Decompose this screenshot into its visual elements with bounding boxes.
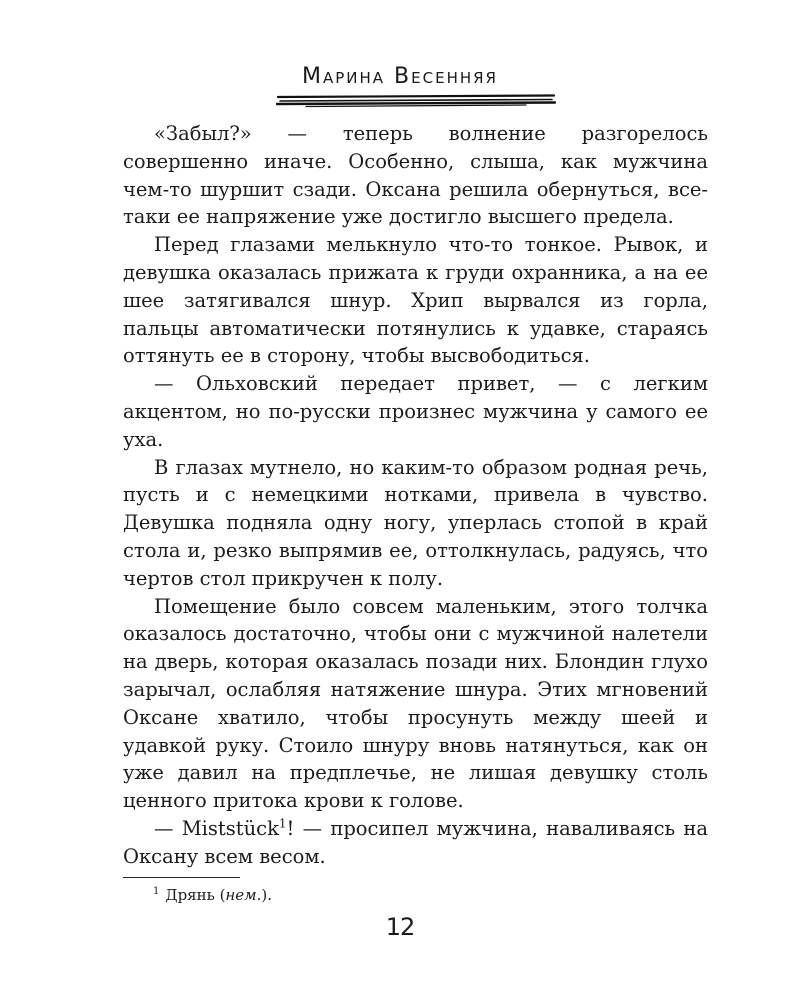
paragraph: В глазах мутнело, но каким-то образом родная речь, пусть и с немецкими нотками, привела в чувство. Девушка подняла одну ногу, уперлась стопой в край стола и, резко выпрямив ее, оттолкнулась, радуясь, что чертов стол прикручен к полу. xyxy=(123,455,708,590)
footnote-italic: нем. xyxy=(225,886,262,904)
footnote-separator xyxy=(123,877,240,878)
author-name: Марина Весенняя xyxy=(302,64,498,89)
dialogue-after: ! — просипел мужчина, наваливаясь на Оксану всем весом. xyxy=(123,816,708,868)
paragraph: — Ольховский передает привет, — с легким акцентом, но по-русски произнес мужчина у самого ее уха. xyxy=(123,372,708,451)
paragraph: Помещение было совсем маленьким, этого толчка оказалось достаточно, чтобы они с мужчиной налетели на дверь, которая оказалась позади них. Блондин глухо зарычал, ослабляя натяжение шнура. Этих мгновений Оксане хватило, чтобы просунуть между шеей и удавкой руку. Стоило шнуру вновь натянуться, как он уже давил на предплечье, не лишая девушку столь ценного притока крови к голове. xyxy=(123,594,708,813)
paragraph: Перед глазами мелькнуло что-то тонкое. Рывок, и девушка оказалась прижата к груди охранника, а на ее шее затягивался шнур. Хрип вырвался из горла, пальцы автоматически потянулись к удавке, стараясь оттянуть ее в сторону, чтобы высвободиться. xyxy=(123,233,708,368)
decorative-underline xyxy=(276,94,556,108)
footnote-number: 1 xyxy=(153,886,160,897)
page-number: 12 xyxy=(385,913,415,941)
dialogue-before: — Miststück xyxy=(154,816,279,840)
footnote-reference[interactable]: 1 xyxy=(278,816,287,831)
running-header xyxy=(0,64,800,89)
body-text xyxy=(123,120,708,871)
footnote xyxy=(153,882,272,905)
footnote-text: Дрянь ( xyxy=(165,886,226,904)
paragraph-last xyxy=(123,815,708,871)
paragraph: «Забыл?» — теперь волнение разгорелось совершенно иначе. Особенно, слыша, как мужчина чем-то шуршит сзади. Оксана решила обернуться, все-таки ее напряжение уже достигло высшего предела. xyxy=(123,122,708,229)
footnote-end: ). xyxy=(261,886,273,904)
